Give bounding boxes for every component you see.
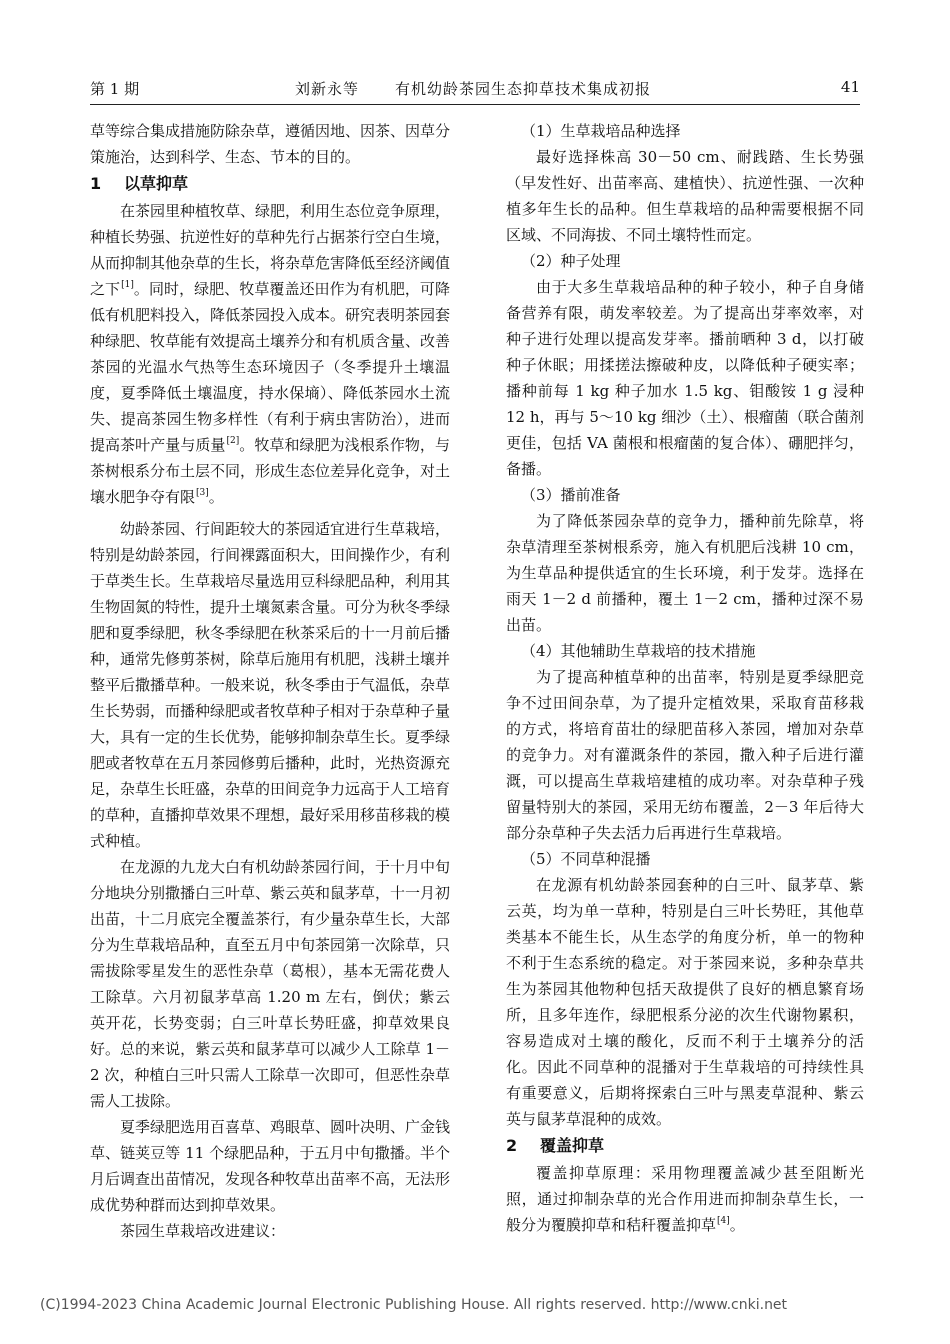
left-column — [90, 118, 450, 1244]
citation[interactable]: [3] — [196, 488, 209, 498]
paragraph: 最好选择株高 30－50 cm、耐践踏、生长势强（早发性好、出苗率高、建植快）、抗逆性强、一次种植多年生长的品种。但生草栽培的品种需要根据不同区域、不同海拔、不同土壤特性而定。 — [506, 148, 864, 244]
paragraph: 在龙源有机幼龄茶园套种的白三叶、鼠茅草、紫云英，均为单一草种，特别是白三叶长势旺，其他草类基本不能生长，从生态学的角度分析，单一的物种不利于生态系统的稳定。对于茶园来说，多种杂草共生为茶园其他物种包括天敌提供了良好的栖息繁育场所，且多年连作，绿肥根系分泌的次生代谢物累积，容易造成对土壤的酸化，反而不利于土壤养分的活化。因此不同草种的混播对于生草栽培的可持续性具有重要意义，后期将探索白三叶与黑麦草混种、紫云英与鼠茅草混种的成效。 — [506, 876, 864, 1128]
text-run: 。同时，绿肥、牧草覆盖还田作为有机肥，可降低有机肥料投入，降低茶园投入成本。研究表明茶园套种绿肥、牧草能有效提高土壤养分和有机质含量、改善茶园的光温水气热等生态环境因子（冬季提升土壤温度，夏季降低土壤温度，持水保墒）、降低茶园水土流失、提高茶园生物多样性（有利于病虫害防治），进而提高茶叶产量与质量 — [90, 280, 451, 454]
section-heading — [90, 170, 450, 198]
text-run: 在茶园里种植牧草、绿肥，利用生态位竞争原理，种植长势强、抗逆性好的草种先行占据茶行空白生境，从而抑制其他杂草的生长，将杂草危害降低至经济阈值之下 — [90, 202, 451, 298]
citation[interactable]: [1] — [121, 280, 134, 290]
paragraph: 幼龄茶园、行间距较大的茶园适宜进行生草栽培，特别是幼龄茶园，行间裸露面积大，田间操作少，有利于草类生长。生草栽培尽量选用豆科绿肥品种，利用其生物固氮的特性，提升土壤氮素含量。可分为秋冬季绿肥和夏季绿肥，秋冬季绿肥在秋茶采后的十一月前后播种，通常先修剪茶树，除草后施用有机肥，浅耕土壤并整平后撒播草种。一般来说，秋冬季由于气温低，杂草生长势弱，而播种绿肥或者牧草种子相对于杂草种子量大，具有一定的生长优势，能够抑制杂草生长。夏季绿肥或者牧草在五月茶园修剪后播种，此时，光热资源充足，杂草生长旺盛，杂草的田间竞争力远高于人工培育的草种，直播抑草效果不理想，最好采用移苗移栽的模式种植。 — [90, 520, 451, 850]
subheading: （2）种子处理 — [521, 252, 621, 270]
citation[interactable]: [4] — [717, 1216, 730, 1226]
running-authors: 刘新永等 — [295, 80, 360, 98]
text-run: 覆盖抑草原理：采用物理覆盖减少甚至阻断光照，通过抑制杂草的光合作用进而抑制杂草生长，一般分为覆膜抑草和秸秆覆盖抑草 — [506, 1164, 864, 1234]
header-rule — [90, 104, 860, 105]
paragraph — [90, 198, 450, 510]
citation[interactable]: [2] — [226, 436, 240, 446]
paragraph: 茶园生草栽培改进建议： — [120, 1222, 286, 1240]
section-number: 1 — [90, 174, 102, 193]
paragraph: 在龙源的九龙大白有机幼龄茶园行间，于十月中旬分地块分别撒播白三叶草、紫云英和鼠茅草，十一月初出苗，十二月底完全覆盖茶行，有少量杂草生长，大部分为生草栽培品种，直至五月中旬茶园第一次除草，只需拔除零星发生的恶性杂草（葛根），基本无需花费人工除草。六月初鼠茅草高 1.20 m 左右，倒伏；紫云英开花，长势变弱；白三叶草长势旺盛，抑草效果良好。总的来说，紫云英和鼠茅草可以减少人工除草 1－2 次，种植白三叶只需人工除草一次即可，但恶性杂草需人工拔除。 — [90, 858, 451, 1110]
subheading: （4）其他辅助生草栽培的技术措施 — [521, 642, 756, 660]
paragraph: 由于大多生草栽培品种的种子较小，种子自身储备营养有限，萌发率较差。为了提高出芽率效率，对种子进行处理以提高发芽率。播前晒种 3 d，以打破种子休眠；用揉搓法擦破种皮，以降低种子硬实率；播种前每 1 kg 种子加水 1.5 kg、钼酸铵 1 g 浸种 12 h，再与 5～10 kg 细沙（土）、根瘤菌（联合菌剂更佳，包括 VA 菌根和根瘤菌的复合体）、硼肥拌匀，备播。 — [506, 278, 864, 478]
running-title: 有机幼龄茶园生态抑草技术集成初报 — [395, 80, 652, 98]
page-number: 41 — [840, 78, 860, 96]
paragraph: 草等综合集成措施防除杂草，遵循因地、因茶、因草分策施治，达到科学、生态、节本的目的。 — [90, 122, 451, 166]
subheading: （5）不同草种混播 — [521, 850, 651, 868]
subheading: （3）播前准备 — [521, 486, 621, 504]
copyright-footer: (C)1994-2023 China Academic Journal Electronic Publishing House. All rights reserved. http://www.cnki.net — [40, 1297, 788, 1313]
paragraph: 夏季绿肥选用百喜草、鸡眼草、圆叶决明、广金钱草、链荚豆等 11 个绿肥品种，于五月中旬撒播。半个月后调查出苗情况，发现各种牧草出苗率不高，无法形成优势种群而达到抑草效果。 — [90, 1118, 451, 1214]
paragraph — [506, 1160, 864, 1238]
text-run: 。牧草和绿肥为浅根系作物，与茶树根系分布土层不同，形成生态位差异化竞争，对土壤水肥争夺有限 — [90, 436, 451, 506]
paragraph: 为了提高种植草种的出苗率，特别是夏季绿肥竞争不过田间杂草，为了提升定植效果，采取育苗移栽的方式，将培育苗壮的绿肥苗移入茶园，增加对杂草的竞争力。对有灌溉条件的茶园，撒入种子后进行灌溉，可以提高生草栽培建植的成功率。对杂草种子残留量特别大的茶园，采用无纺布覆盖，2－3 年后待大部分杂草种子失去活力后再进行生草栽培。 — [506, 668, 864, 842]
section-title: 覆盖抑草 — [540, 1136, 605, 1155]
paragraph: 为了降低茶园杂草的竞争力，播种前先除草，将杂草清理至茶树根系旁，施入有机肥后浅耕 10 cm，为生草品种提供适宜的生长环境，利于发芽。选择在雨天 1－2 d 前播种，覆土 1－2 cm，播种过深不易出苗。 — [506, 512, 864, 634]
subheading: （1）生草栽培品种选择 — [521, 122, 681, 140]
issue-number: 第 1 期 — [90, 80, 140, 98]
section-number: 2 — [506, 1136, 518, 1155]
section-heading — [506, 1132, 864, 1160]
text-run: 。 — [729, 1216, 745, 1234]
text-run: 。 — [208, 488, 224, 506]
running-header — [90, 78, 860, 106]
right-column — [506, 118, 864, 1238]
section-title: 以草抑草 — [124, 174, 189, 193]
